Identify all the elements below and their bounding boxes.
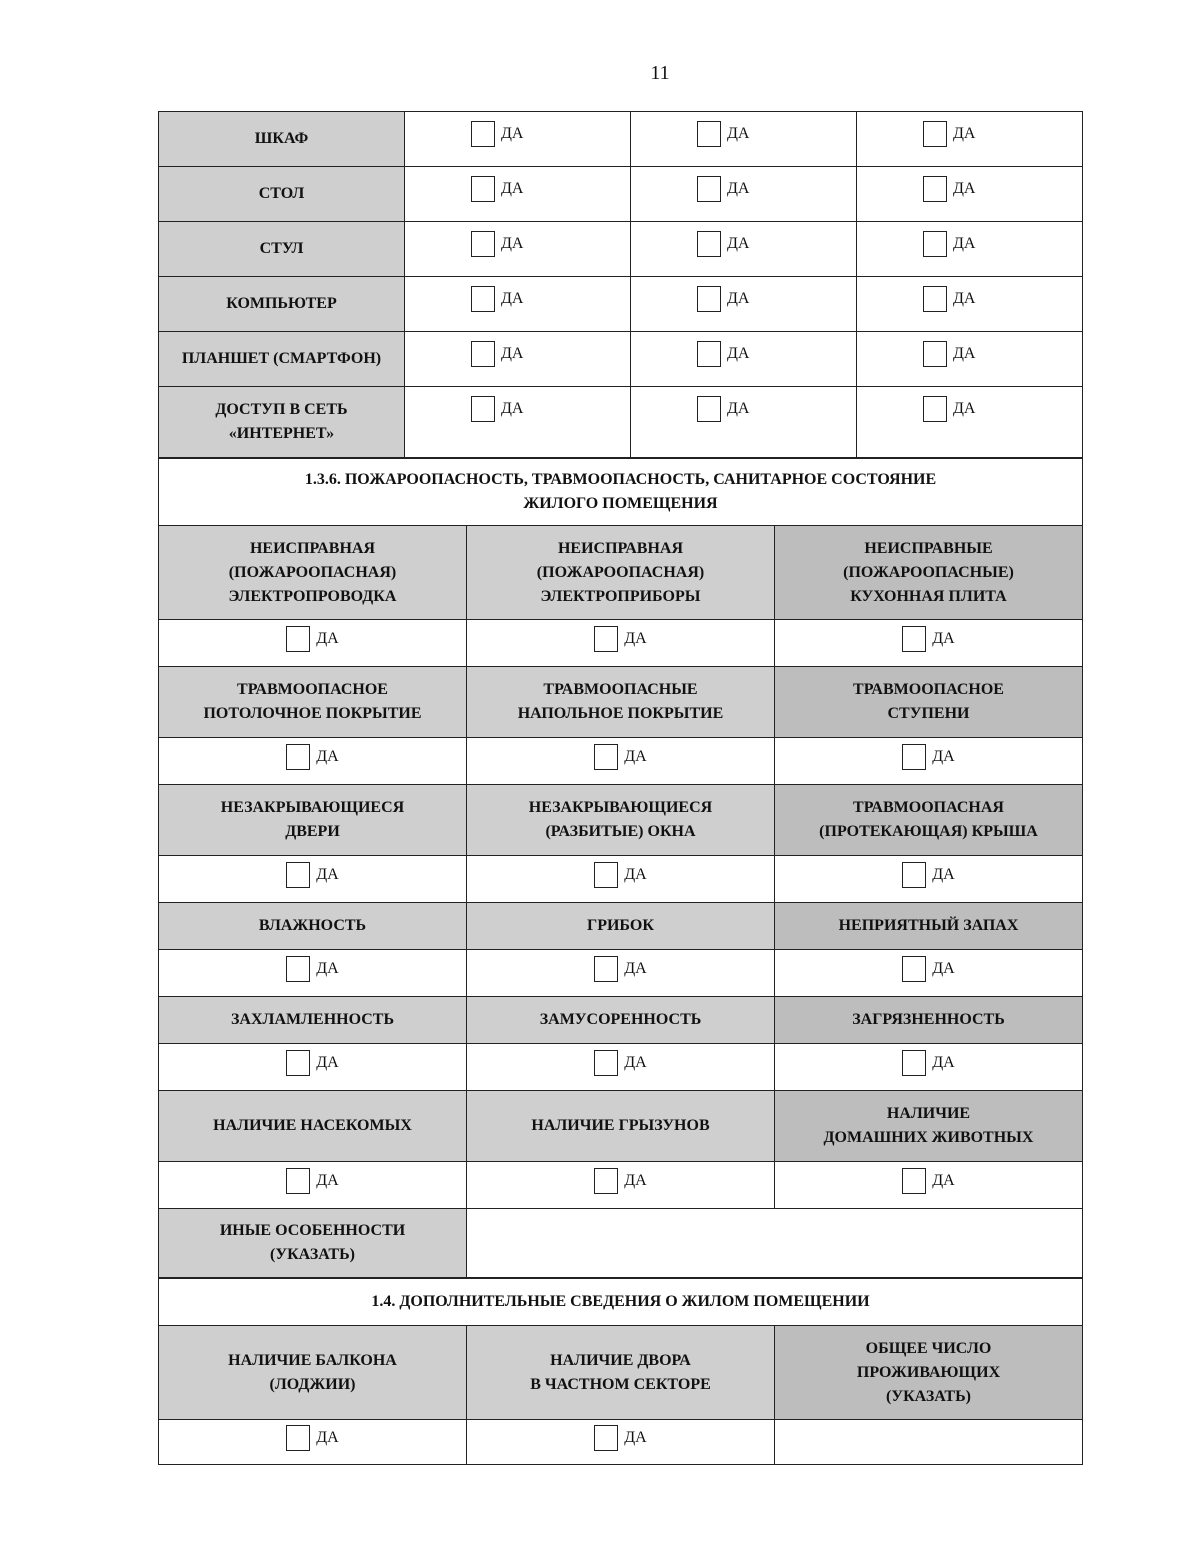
label-line: НЕИСПРАВНЫЕ	[864, 539, 993, 557]
hazard-check-row	[159, 1162, 1083, 1209]
yes-checkbox[interactable]	[286, 1425, 338, 1451]
option-cell	[159, 856, 467, 903]
checkbox-box[interactable]	[286, 626, 310, 652]
extra-label-row	[159, 1326, 1083, 1420]
extra-label	[775, 1326, 1083, 1420]
option-cell	[631, 277, 857, 332]
furnishing-label	[159, 387, 405, 458]
yes-checkbox[interactable]	[286, 1168, 338, 1194]
label-line: (УКАЗАТЬ)	[886, 1387, 971, 1405]
option-cell	[631, 387, 857, 458]
label-line: КУХОННАЯ ПЛИТА	[850, 587, 1007, 605]
section-14-title: 1.4. ДОПОЛНИТЕЛЬНЫЕ СВЕДЕНИЯ О ЖИЛОМ ПОМЕЩЕНИИ	[159, 1279, 1083, 1326]
yes-label: ДА	[501, 345, 524, 362]
yes-label: ДА	[932, 748, 955, 765]
section-14-table	[158, 1278, 1083, 1465]
extra-label	[159, 1326, 467, 1420]
label-line: (РАЗБИТЫЕ) ОКНА	[545, 823, 696, 840]
label-line: (ПОЖАРООПАСНАЯ)	[228, 563, 397, 581]
yes-label: ДА	[727, 345, 750, 362]
furnishing-row	[159, 332, 1083, 387]
label-line: ЗАГРЯЗНЕННОСТЬ	[852, 1011, 1005, 1028]
hazard-check-row	[159, 738, 1083, 785]
checkbox-box[interactable]	[923, 176, 947, 202]
label-line: НЕПРИЯТНЫЙ ЗАПАХ	[838, 917, 1019, 934]
furnishing-label: ПЛАНШЕТ (СМАРТФОН)	[159, 332, 405, 387]
yes-label: ДА	[727, 290, 750, 307]
option-cell	[405, 332, 631, 387]
label-line: ДОСТУП В СЕТЬ	[215, 401, 348, 418]
yes-checkbox[interactable]	[471, 286, 523, 312]
furnishing-label: СТУЛ	[159, 222, 405, 277]
yes-label: ДА	[316, 866, 339, 883]
label-line: ТРАВМООПАСНАЯ	[853, 799, 1004, 816]
hazard-label	[467, 1091, 775, 1162]
hazard-label	[775, 667, 1083, 738]
hazard-label	[467, 785, 775, 856]
label-line: В ЧАСТНОМ СЕКТОРЕ	[530, 1375, 711, 1393]
yes-checkbox[interactable]	[286, 744, 338, 770]
extra-check-row	[159, 1420, 1083, 1465]
yes-checkbox[interactable]	[923, 396, 975, 422]
yes-label: ДА	[727, 235, 750, 252]
option-cell	[405, 222, 631, 277]
yes-checkbox[interactable]	[902, 1168, 954, 1194]
checkbox-box[interactable]	[286, 862, 310, 888]
yes-label: ДА	[953, 290, 976, 307]
yes-label: ДА	[953, 400, 976, 417]
option-cell	[405, 277, 631, 332]
yes-label: ДА	[316, 630, 339, 647]
yes-label: ДА	[932, 630, 955, 647]
checkbox-box[interactable]	[471, 176, 495, 202]
yes-label: ДА	[316, 748, 339, 765]
option-cell	[405, 112, 631, 167]
furnishing-table	[158, 111, 1083, 458]
label-line: НАПОЛЬНОЕ ПОКРЫТИЕ	[517, 705, 724, 722]
checkbox-box[interactable]	[286, 744, 310, 770]
yes-checkbox[interactable]	[902, 956, 954, 982]
option-cell	[857, 167, 1083, 222]
option-cell	[857, 277, 1083, 332]
furnishing-row	[159, 277, 1083, 332]
hazard-label-row	[159, 997, 1083, 1044]
checkbox-box[interactable]	[923, 121, 947, 147]
label-line: (ПРОТЕКАЮЩАЯ) КРЫША	[819, 823, 1038, 840]
label-line: (ПОЖАРООПАСНАЯ)	[536, 563, 705, 581]
label-line: ПОТОЛОЧНОЕ ПОКРЫТИЕ	[203, 705, 422, 722]
yes-label: ДА	[953, 180, 976, 197]
option-cell	[159, 1162, 467, 1209]
checkbox-box[interactable]	[697, 176, 721, 202]
furnishing-row	[159, 112, 1083, 167]
residents-count-input[interactable]	[775, 1420, 1083, 1465]
yes-checkbox[interactable]	[471, 176, 523, 202]
yes-checkbox[interactable]	[594, 1168, 646, 1194]
hazard-label	[159, 526, 467, 620]
checkbox-box[interactable]	[697, 121, 721, 147]
hazard-label	[775, 903, 1083, 950]
yes-checkbox[interactable]	[286, 1050, 338, 1076]
checkbox-box[interactable]	[697, 396, 721, 422]
checkbox-box[interactable]	[594, 626, 618, 652]
label-line: (ЛОДЖИИ)	[269, 1375, 356, 1393]
label-line: ТРАВМООПАСНОЕ	[237, 681, 388, 698]
furnishing-row	[159, 167, 1083, 222]
hazard-check-row	[159, 620, 1083, 667]
label-line: ВЛАЖНОСТЬ	[258, 917, 367, 934]
yes-label: ДА	[932, 866, 955, 883]
option-cell	[159, 1420, 467, 1465]
checkbox-box[interactable]	[286, 956, 310, 982]
yes-label: ДА	[501, 235, 524, 252]
furnishing-label: СТОЛ	[159, 167, 405, 222]
yes-checkbox[interactable]	[594, 626, 646, 652]
yes-checkbox[interactable]	[697, 176, 749, 202]
hazard-label-row	[159, 526, 1083, 620]
label-line: НАЛИЧИЕ ГРЫЗУНОВ	[531, 1117, 710, 1134]
yes-label: ДА	[624, 1054, 647, 1071]
other-features-label	[159, 1209, 467, 1278]
option-cell	[775, 950, 1083, 997]
yes-checkbox[interactable]	[923, 176, 975, 202]
section-136-table	[158, 458, 1083, 1278]
checkbox-box[interactable]	[471, 396, 495, 422]
hazard-label	[775, 997, 1083, 1044]
yes-checkbox[interactable]	[923, 121, 975, 147]
label-line: ДВЕРИ	[285, 823, 340, 840]
yes-checkbox[interactable]	[594, 1425, 646, 1451]
hazard-label	[775, 785, 1083, 856]
label-line: ДОМАШНИХ ЖИВОТНЫХ	[823, 1129, 1034, 1146]
yes-label: ДА	[316, 1172, 339, 1189]
option-cell	[405, 167, 631, 222]
hazard-label	[467, 997, 775, 1044]
label-line: ЭЛЕКТРОПРОВОДКА	[228, 587, 397, 605]
section-136-title	[159, 459, 1083, 526]
yes-checkbox[interactable]	[902, 862, 954, 888]
checkbox-box[interactable]	[471, 231, 495, 257]
yes-label: ДА	[316, 1054, 339, 1071]
option-cell	[467, 1044, 775, 1091]
checkbox-box[interactable]	[594, 1425, 618, 1451]
option-cell	[775, 620, 1083, 667]
hazard-label	[159, 903, 467, 950]
yes-checkbox[interactable]	[923, 286, 975, 312]
yes-label: ДА	[953, 235, 976, 252]
label-line: ПРОЖИВАЮЩИХ	[856, 1363, 1001, 1381]
label-line: ТРАВМООПАСНОЕ	[853, 681, 1004, 698]
checkbox-box[interactable]	[471, 341, 495, 367]
yes-checkbox[interactable]	[697, 121, 749, 147]
furnishing-label: КОМПЬЮТЕР	[159, 277, 405, 332]
checkbox-box[interactable]	[697, 286, 721, 312]
option-cell	[405, 387, 631, 458]
checkbox-box[interactable]	[697, 341, 721, 367]
checkbox-box[interactable]	[594, 956, 618, 982]
label-line: (УКАЗАТЬ)	[270, 1246, 355, 1263]
yes-checkbox[interactable]	[697, 231, 749, 257]
yes-checkbox[interactable]	[594, 862, 646, 888]
option-cell	[857, 112, 1083, 167]
yes-label: ДА	[501, 180, 524, 197]
yes-label: ДА	[932, 1172, 955, 1189]
yes-label: ДА	[501, 125, 524, 142]
yes-checkbox[interactable]	[697, 286, 749, 312]
option-cell	[159, 1044, 467, 1091]
yes-checkbox[interactable]	[286, 956, 338, 982]
checkbox-box[interactable]	[594, 1050, 618, 1076]
label-line: НЕЗАКРЫВАЮЩИЕСЯ	[528, 799, 713, 816]
checkbox-box[interactable]	[471, 286, 495, 312]
option-cell	[631, 222, 857, 277]
questionnaire-form	[158, 111, 1082, 1465]
hazard-label	[159, 997, 467, 1044]
yes-checkbox[interactable]	[594, 744, 646, 770]
yes-label: ДА	[624, 1429, 647, 1446]
yes-checkbox[interactable]	[697, 396, 749, 422]
hazard-label	[467, 667, 775, 738]
checkbox-box[interactable]	[923, 396, 947, 422]
yes-label: ДА	[624, 748, 647, 765]
checkbox-box[interactable]	[902, 626, 926, 652]
checkbox-box[interactable]	[286, 1168, 310, 1194]
option-cell	[159, 950, 467, 997]
yes-label: ДА	[501, 290, 524, 307]
hazard-label	[159, 1091, 467, 1162]
extra-label	[467, 1326, 775, 1420]
label-line: НАЛИЧИЕ	[886, 1105, 971, 1122]
yes-checkbox[interactable]	[471, 121, 523, 147]
yes-label: ДА	[624, 630, 647, 647]
checkbox-box[interactable]	[594, 1168, 618, 1194]
yes-label: ДА	[953, 125, 976, 142]
label-line: ЗАМУСОРЕННОСТЬ	[539, 1011, 702, 1028]
hazard-check-row	[159, 856, 1083, 903]
yes-checkbox[interactable]	[286, 862, 338, 888]
yes-checkbox[interactable]	[902, 1050, 954, 1076]
label-line: НЕЗАКРЫВАЮЩИЕСЯ	[220, 799, 405, 816]
checkbox-box[interactable]	[902, 956, 926, 982]
option-cell	[467, 1420, 775, 1465]
hazard-label-row	[159, 667, 1083, 738]
hazard-label	[775, 1091, 1083, 1162]
option-cell	[467, 738, 775, 785]
label-line: ЗАХЛАМЛЕННОСТЬ	[230, 1011, 395, 1028]
yes-label: ДА	[727, 180, 750, 197]
label-line: ИНЫЕ ОСОБЕННОСТИ	[219, 1222, 406, 1239]
checkbox-box[interactable]	[902, 744, 926, 770]
yes-checkbox[interactable]	[902, 744, 954, 770]
label-line: ЭЛЕКТРОПРИБОРЫ	[540, 587, 701, 605]
yes-checkbox[interactable]	[471, 396, 523, 422]
other-features-row	[159, 1209, 1083, 1278]
yes-checkbox[interactable]	[902, 626, 954, 652]
yes-label: ДА	[727, 400, 750, 417]
option-cell	[467, 1162, 775, 1209]
hazard-label	[159, 785, 467, 856]
yes-label: ДА	[953, 345, 976, 362]
option-cell	[775, 1162, 1083, 1209]
checkbox-box[interactable]	[902, 862, 926, 888]
option-cell	[775, 1044, 1083, 1091]
hazard-label	[775, 526, 1083, 620]
label-line: СТУПЕНИ	[887, 705, 970, 722]
checkbox-box[interactable]	[902, 1168, 926, 1194]
label-line: ОБЩЕЕ ЧИСЛО	[865, 1339, 992, 1357]
furnishing-row	[159, 222, 1083, 277]
hazard-label-row	[159, 903, 1083, 950]
section-136-title-line1: 1.3.6. ПОЖАРООПАСНОСТЬ, ТРАВМООПАСНОСТЬ, САНИТАРНОЕ СОСТОЯНИЕ	[304, 471, 937, 488]
label-line: ГРИБОК	[587, 917, 654, 934]
other-features-input[interactable]	[467, 1209, 1083, 1278]
yes-label: ДА	[624, 866, 647, 883]
checkbox-box[interactable]	[286, 1050, 310, 1076]
option-cell	[857, 387, 1083, 458]
label-line: (ПОЖАРООПАСНЫЕ)	[843, 563, 1014, 581]
section-136-title-line2: ЖИЛОГО ПОМЕЩЕНИЯ	[523, 495, 718, 512]
option-cell	[467, 856, 775, 903]
furnishing-row	[159, 387, 1083, 458]
option-cell	[775, 856, 1083, 903]
option-cell	[159, 738, 467, 785]
yes-label: ДА	[624, 960, 647, 977]
yes-checkbox[interactable]	[286, 626, 338, 652]
checkbox-box[interactable]	[697, 231, 721, 257]
label-line: НЕИСПРАВНАЯ	[249, 539, 376, 557]
yes-label: ДА	[624, 1172, 647, 1189]
yes-label: ДА	[932, 960, 955, 977]
option-cell	[631, 112, 857, 167]
checkbox-box[interactable]	[923, 341, 947, 367]
yes-label: ДА	[316, 1429, 339, 1446]
hazard-label	[159, 667, 467, 738]
yes-label: ДА	[316, 960, 339, 977]
checkbox-box[interactable]	[471, 121, 495, 147]
option-cell	[467, 620, 775, 667]
option-cell	[857, 332, 1083, 387]
checkbox-box[interactable]	[923, 286, 947, 312]
yes-checkbox[interactable]	[471, 341, 523, 367]
option-cell	[775, 738, 1083, 785]
label-line: ТРАВМООПАСНЫЕ	[543, 681, 698, 698]
checkbox-box[interactable]	[923, 231, 947, 257]
yes-checkbox[interactable]	[923, 341, 975, 367]
yes-checkbox[interactable]	[923, 231, 975, 257]
option-cell	[467, 950, 775, 997]
label-line: НАЛИЧИЕ ДВОРА	[550, 1351, 691, 1369]
checkbox-box[interactable]	[594, 862, 618, 888]
label-line: «ИНТЕРНЕТ»	[228, 425, 335, 442]
hazard-label-row	[159, 1091, 1083, 1162]
hazard-check-row	[159, 950, 1083, 997]
checkbox-box[interactable]	[594, 744, 618, 770]
option-cell	[159, 620, 467, 667]
yes-checkbox[interactable]	[594, 956, 646, 982]
hazard-check-row	[159, 1044, 1083, 1091]
hazard-label	[467, 526, 775, 620]
yes-label: ДА	[727, 125, 750, 142]
yes-label: ДА	[932, 1054, 955, 1071]
yes-checkbox[interactable]	[471, 231, 523, 257]
hazard-label-row	[159, 785, 1083, 856]
option-cell	[631, 332, 857, 387]
label-line: НЕИСПРАВНАЯ	[557, 539, 684, 557]
furnishing-label: ШКАФ	[159, 112, 405, 167]
label-line: НАЛИЧИЕ НАСЕКОМЫХ	[213, 1117, 412, 1134]
yes-checkbox[interactable]	[697, 341, 749, 367]
option-cell	[857, 222, 1083, 277]
yes-label: ДА	[501, 400, 524, 417]
option-cell	[631, 167, 857, 222]
page-number: 11	[650, 62, 670, 84]
label-line: НАЛИЧИЕ БАЛКОНА	[228, 1351, 397, 1369]
yes-checkbox[interactable]	[594, 1050, 646, 1076]
hazard-label	[467, 903, 775, 950]
checkbox-box[interactable]	[286, 1425, 310, 1451]
checkbox-box[interactable]	[902, 1050, 926, 1076]
